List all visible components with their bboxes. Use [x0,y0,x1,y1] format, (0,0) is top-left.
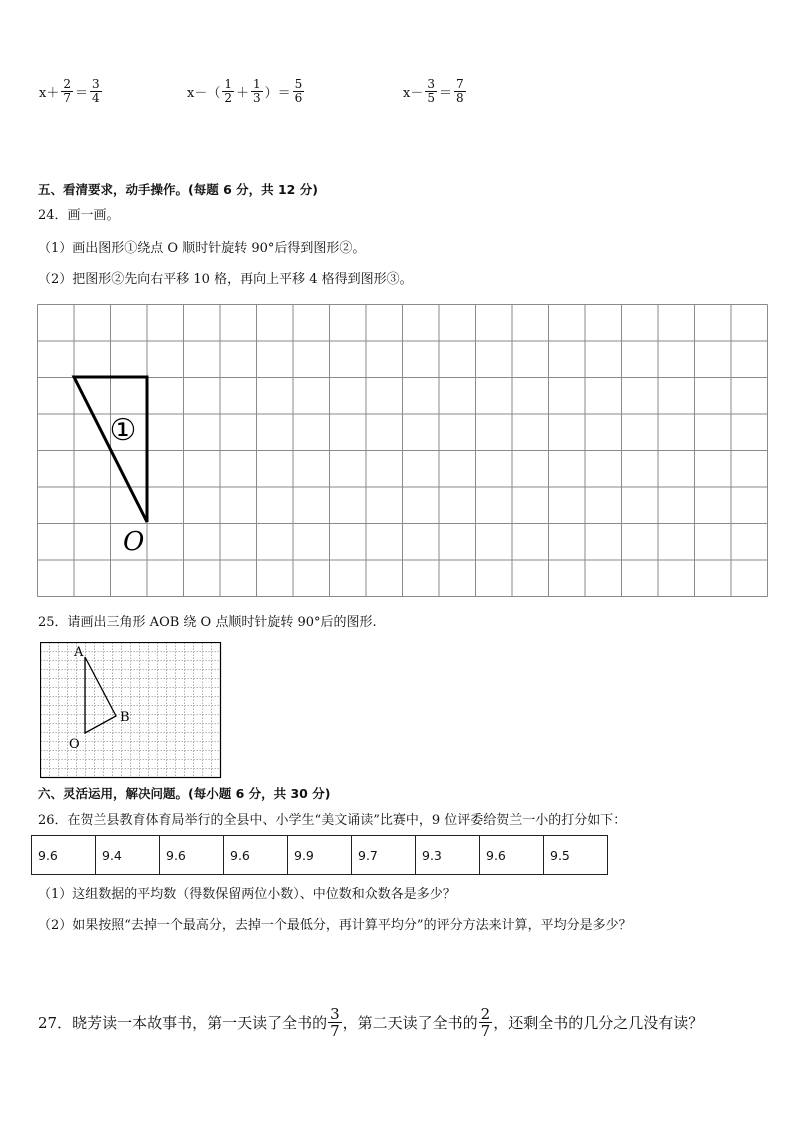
eq2-close: ）＝ [264,86,291,101]
eq2-prefix: x－（ [187,86,221,101]
point-a-label: A [74,645,84,660]
eq2-fa-den: 2 [224,91,232,105]
eq3-fb-num: 7 [456,77,464,91]
question-26-part-2: （2）如果按照“去掉一个最高分，去掉一个最低分，再计算平均分”的评分方法来计算，平均分是多少？ [38,918,632,933]
score-cell: 9.6 [160,836,224,875]
q27-f2-num: 2 [480,1005,491,1023]
question-25: 25．请画出三角形 AOB 绕 O 点顺时针旋转 90°后的图形. [38,615,377,630]
eq1-fb-num: 3 [92,77,100,91]
eq2-plus: ＋ [235,86,249,101]
point-o2-label: O [69,737,80,752]
eq2-fb-den: 6 [294,91,303,105]
eq1-fraction-b [90,78,102,105]
eq1-fb-den: 4 [92,91,100,105]
point-b-label: B [120,710,130,725]
q27-f1-num: 3 [330,1005,340,1023]
eq1-fraction-a [61,78,73,105]
score-cell: 9.9 [288,836,352,875]
q27-text-3: ，还剩全书的几分之几没有读？ [493,1014,704,1032]
question-24-part-1: （1）画出图形①绕点 O 顺时针旋转 90°后得到图形②。 [38,241,366,256]
q27-text-1: 27．晓芳读一本故事书，第一天读了全书的 [38,1014,328,1032]
score-cell: 9.7 [352,836,416,875]
eq2-fraction-c [251,78,263,105]
q27-fraction-2 [479,1006,493,1039]
q27-fraction-1 [328,1006,342,1039]
equation-2 [186,78,305,105]
grid-24 [37,304,769,598]
q27-f2-den: 7 [480,1022,491,1040]
eq1-fa-den: 7 [63,91,71,105]
eq2-fb-num: 5 [294,77,303,91]
triangle-aob [85,657,116,733]
section-5-title: 五、看清要求，动手操作。(每题 6 分，共 12 分) [38,182,318,197]
grid-25 [40,642,222,779]
eq3-fb-den: 8 [456,91,464,105]
scores-table-wrap [31,835,608,875]
eq2-fraction-a [222,78,234,105]
q27-f1-den: 7 [330,1022,340,1040]
question-24-part-2: （2）把图形②先向右平移 10 格，再向上平移 4 格得到图形③。 [38,272,413,287]
eq3-fa-den: 5 [427,91,435,105]
score-cell: 9.3 [416,836,480,875]
eq3-fraction-b [454,78,466,105]
score-cell: 9.4 [96,836,160,875]
eq3-prefix: x－ [403,86,424,101]
score-cell: 9.5 [544,836,608,875]
eq1-equals: ＝ [74,86,88,101]
equation-1 [38,78,103,105]
section-6-title: 六、灵活运用，解决问题。(每小题 6 分，共 30 分) [38,786,331,801]
eq1-fa-num: 2 [63,77,71,91]
question-26: 26．在贺兰县教育体育局举行的全县中、小学生“美文诵读”比赛中，9 位评委给贺兰一小的打分如下： [38,813,627,828]
point-o-label: O [123,527,145,557]
eq2-fc-den: 3 [253,91,261,105]
q27-text-2: ，第二天读了全书的 [342,1014,478,1032]
eq3-fraction-a [425,78,437,105]
question-27 [38,1006,703,1039]
question-26-part-1: （1）这组数据的平均数（得数保留两位小数）、中位数和众数各是多少？ [38,887,456,902]
question-24: 24．画一画。 [38,208,120,223]
eq1-prefix: x＋ [39,86,60,101]
eq3-fa-num: 3 [427,77,435,91]
grid-25-lines [41,643,221,778]
eq2-fc-num: 1 [253,77,261,91]
score-cell: 9.6 [480,836,544,875]
eq2-fa-num: 1 [224,77,232,91]
figure-1-label: ① [109,413,137,448]
score-cell: 9.6 [224,836,288,875]
table-row [32,836,608,875]
score-cell: 9.6 [32,836,96,875]
eq3-equals: ＝ [438,86,452,101]
scores-table [31,835,608,875]
equation-3 [402,78,467,105]
eq2-fraction-b [293,78,305,105]
